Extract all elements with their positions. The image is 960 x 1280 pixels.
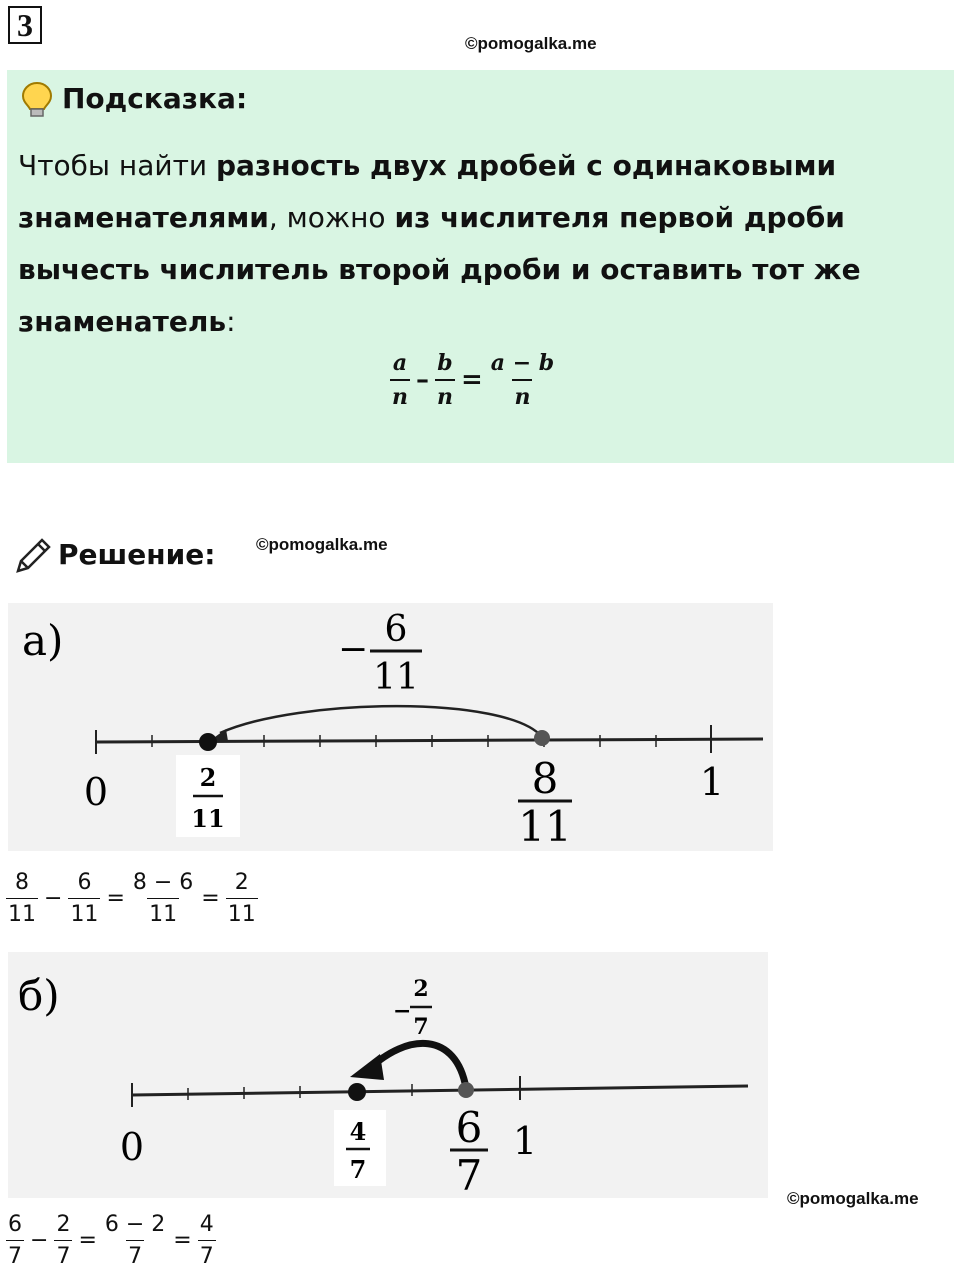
arc-arrow-b	[368, 1043, 466, 1088]
step-num-a: 6	[384, 609, 408, 650]
result-den-b: 7	[349, 1155, 367, 1184]
hint-formula: $\frac{a}{n}$ – $\frac{b}{n}$ = $\frac{a - b}{n}$	[392, 350, 555, 410]
zero-b: 0	[119, 1125, 145, 1169]
point-result-b	[348, 1083, 366, 1101]
start-den-a: 11	[518, 802, 572, 851]
label-b: б)	[18, 971, 60, 1020]
step-num-b: 2	[413, 976, 429, 1002]
solution-title: Решение:	[58, 538, 216, 571]
point-start-a	[534, 730, 550, 746]
start-num-b: 6	[455, 1103, 483, 1152]
step-sign-b: −	[393, 998, 412, 1024]
step-den-a: 11	[373, 657, 419, 698]
task-number: 3	[8, 6, 42, 44]
hint-title: Подсказка:	[62, 82, 248, 115]
label-a: а)	[22, 616, 64, 665]
result-num-b: 4	[349, 1117, 367, 1146]
watermark-bottom: ©pomogalka.me	[787, 1189, 919, 1208]
zero-a: 0	[83, 770, 109, 814]
watermark-top: ©pomogalka.me	[465, 34, 597, 53]
one-b: 1	[512, 1119, 538, 1163]
one-a: 1	[699, 760, 725, 804]
lightbulb-icon	[20, 80, 54, 120]
axis-a	[96, 739, 763, 742]
number-line-b	[8, 952, 768, 1198]
watermark-mid: ©pomogalka.me	[256, 535, 388, 554]
equation-a: $\frac{8}{11}$ − $\frac{6}{11}$ = $\frac{8 - 6}{11}$ = $\frac{2}{11}$	[8, 870, 256, 927]
result-num-a: 2	[199, 763, 217, 792]
start-num-a: 8	[531, 754, 559, 803]
axis-b	[132, 1086, 748, 1095]
hint-text: Чтобы найти разность двух дробей с одинаковыми знаменателями, можно из числителя первой дроби вычесть числитель второй дроби и оставить тот же знаменатель:	[18, 149, 861, 338]
number-line-a	[8, 603, 773, 851]
point-result-a	[199, 733, 217, 751]
step-den-b: 7	[413, 1014, 429, 1040]
point-start-b	[458, 1082, 474, 1098]
result-den-a: 11	[191, 804, 225, 833]
step-sign-a: −	[338, 629, 369, 670]
start-den-b: 7	[455, 1151, 483, 1198]
equation-b: $\frac{6}{7}$ − $\frac{2}{7}$ = $\frac{6 - 2}{7}$ = $\frac{4}{7}$	[8, 1212, 214, 1269]
pencil-icon	[12, 535, 54, 577]
arc-arrow-a	[220, 706, 542, 737]
